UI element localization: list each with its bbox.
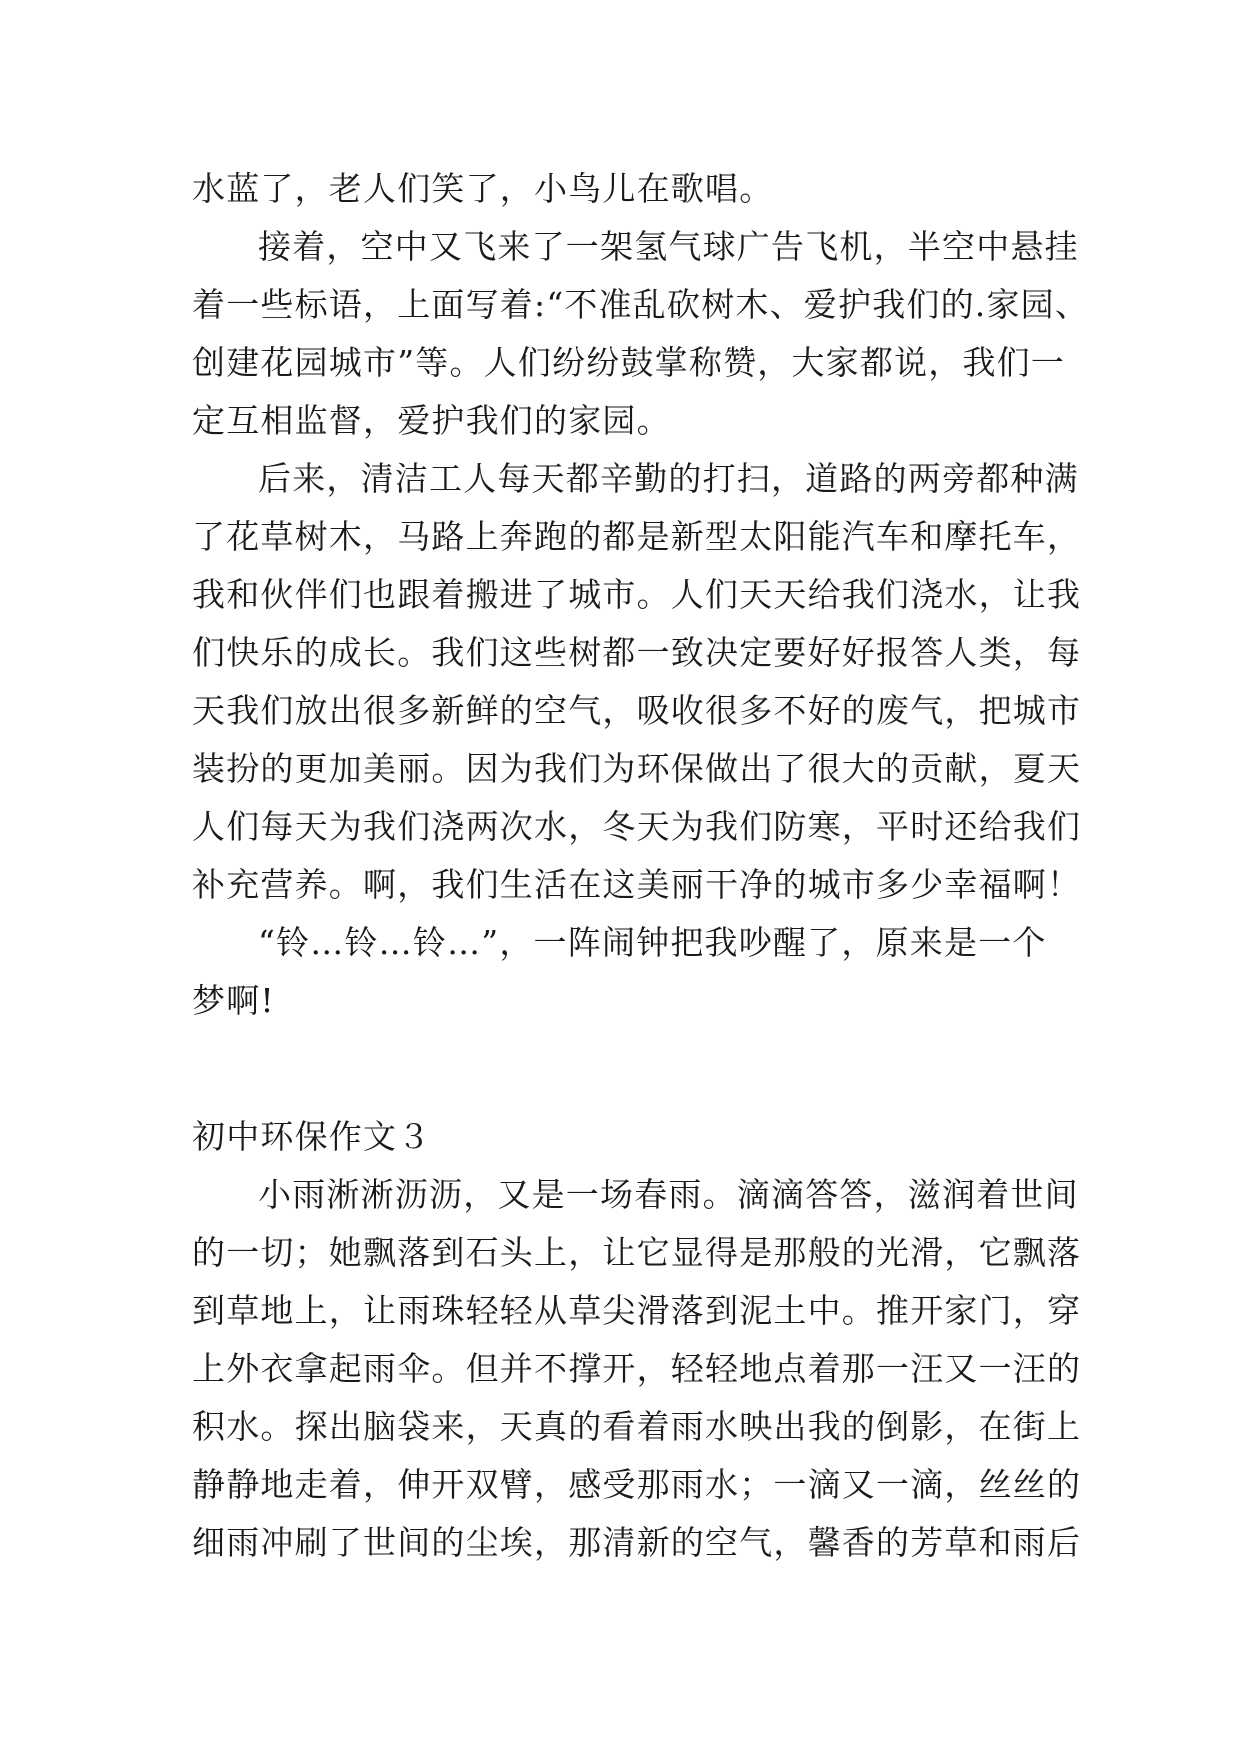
text-line: 细雨冲刷了世间的尘埃，那清新的空气，馨香的芳草和雨后 bbox=[192, 1523, 1082, 1562]
text-line: 积水。探出脑袋来，天真的看着雨水映出我的倒影，在街上 bbox=[192, 1407, 1082, 1446]
text-line: 的一切；她飘落到石头上，让它显得是那般的光滑，它飘落 bbox=[192, 1233, 1082, 1272]
text-line: 到草地上，让雨珠轻轻从草尖滑落到泥土中。推开家门，穿 bbox=[192, 1291, 1082, 1330]
text-line: 定互相监督，爱护我们的家园。 bbox=[192, 401, 671, 440]
text-line: 梦啊! bbox=[192, 981, 275, 1020]
paragraph bbox=[192, 1166, 1082, 1572]
text-line: 上外衣拿起雨伞。但并不撑开，轻轻地点着那一汪又一汪的 bbox=[192, 1349, 1082, 1388]
text-line: 们快乐的成长。我们这些树都一致决定要好好报答人类，每 bbox=[192, 633, 1082, 672]
text-line: 创建花园城市”等。人们纷纷鼓掌称赞，大家都说，我们一 bbox=[192, 343, 1066, 382]
text-line: 水蓝了，老人们笑了，小鸟儿在歌唱。 bbox=[192, 169, 774, 208]
text-line: 装扮的更加美丽。因为我们为环保做出了很大的贡献，夏天 bbox=[192, 749, 1082, 788]
text-line: 后来，清洁工人每天都辛勤的打扫，道路的两旁都种满 bbox=[258, 459, 1079, 498]
section-spacer bbox=[192, 1030, 1054, 1108]
paragraph bbox=[192, 914, 1054, 1030]
text-line: 着一些标语，上面写着:“不准乱砍树木、爱护我们的.家园、 bbox=[192, 285, 1090, 324]
document-body bbox=[192, 160, 1090, 1572]
text-line: 我和伙伴们也跟着搬进了城市。人们天天给我们浇水，让我 bbox=[192, 575, 1082, 614]
text-line: 人们每天为我们浇两次水，冬天为我们防寒，平时还给我们 bbox=[192, 807, 1082, 846]
text-line: 补充营养。啊，我们生活在这美丽干净的城市多少幸福啊！ bbox=[192, 865, 1082, 904]
text-line: 了花草树木，马路上奔跑的都是新型太阳能汽车和摩托车， bbox=[192, 517, 1082, 556]
paragraph bbox=[192, 218, 1090, 450]
section-title: 初中环保作文３ bbox=[192, 1117, 432, 1156]
text-line: 小雨淅淅沥沥，又是一场春雨。滴滴答答，滋润着世间 bbox=[258, 1175, 1079, 1214]
paragraph bbox=[192, 450, 1082, 914]
text-line: 静静地走着，伸开双臂，感受那雨水；一滴又一滴，丝丝的 bbox=[192, 1465, 1082, 1504]
text-line: “铃…铃…铃…”，一阵闹钟把我吵醒了，原来是一个 bbox=[258, 923, 1047, 962]
paragraph bbox=[192, 160, 1054, 218]
text-line: 天我们放出很多新鲜的空气，吸收很多不好的废气，把城市 bbox=[192, 691, 1082, 730]
text-line: 接着，空中又飞来了一架氢气球广告飞机，半空中悬挂 bbox=[258, 227, 1079, 266]
